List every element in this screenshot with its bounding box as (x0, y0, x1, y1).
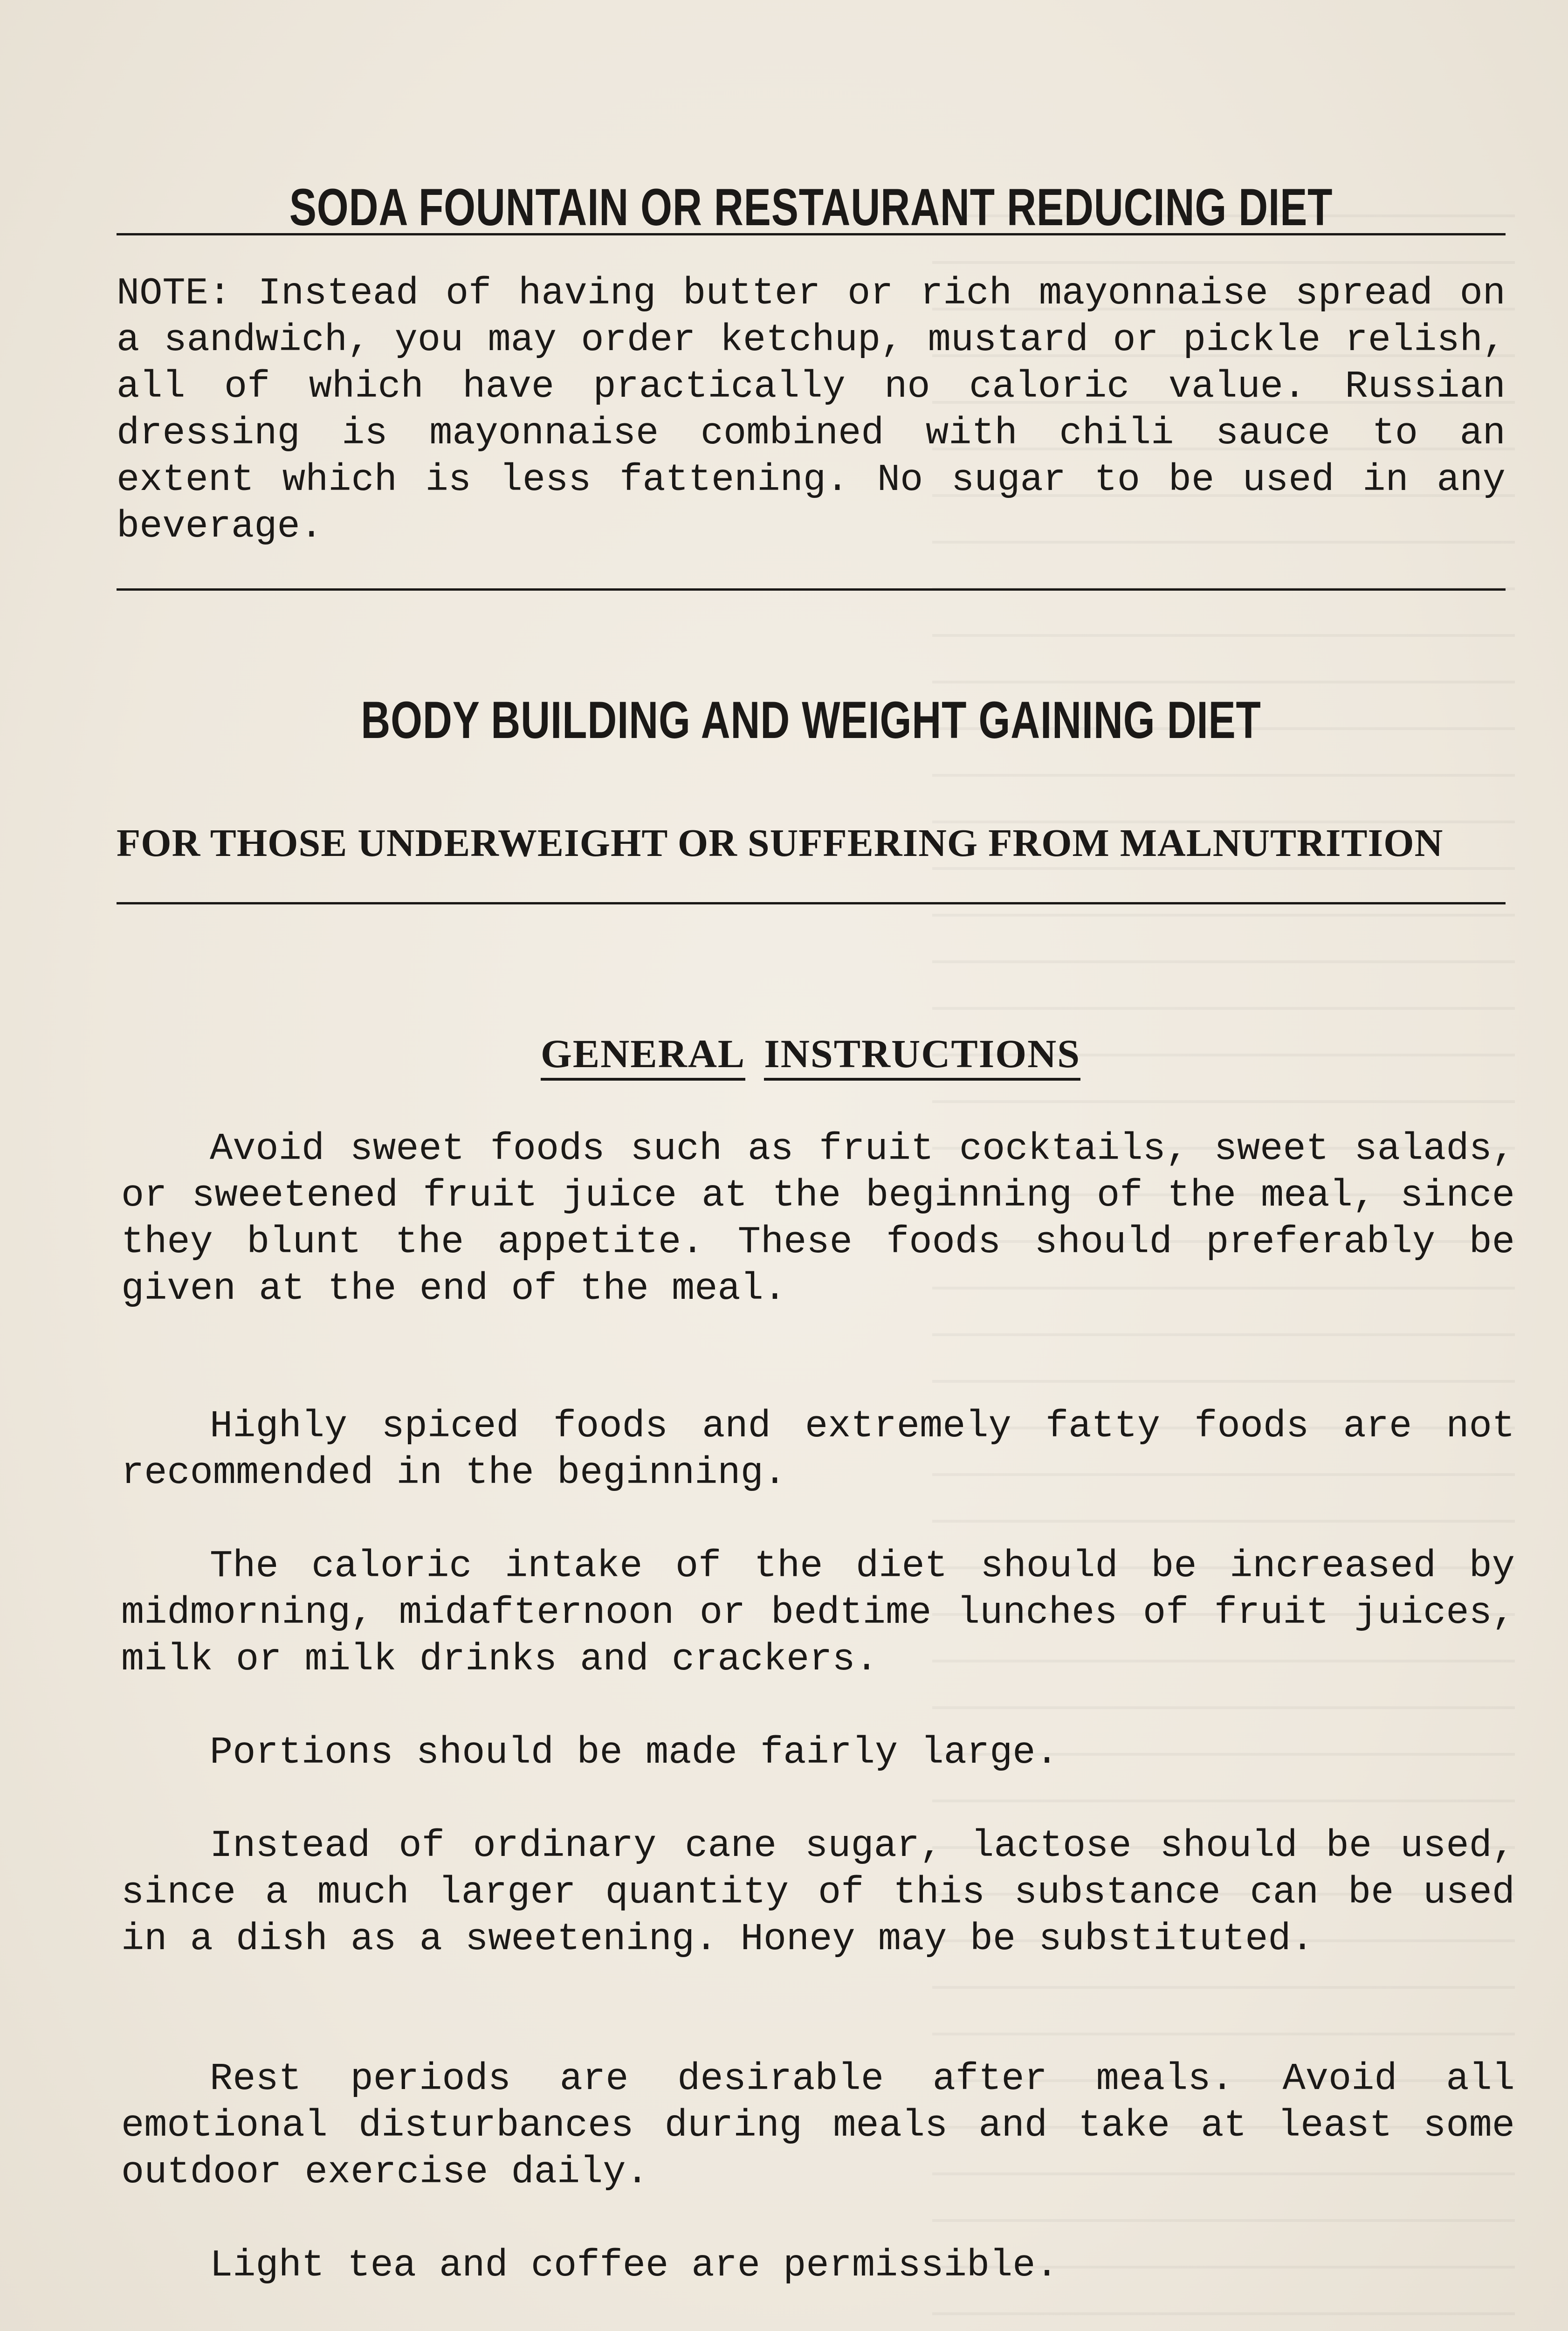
instruction-paragraph: Portions should be made fairly large. (210, 1731, 1059, 1774)
reducing-diet-title: SODA FOUNTAIN OR RESTAURANT REDUCING DIET (289, 178, 1333, 236)
note-paragraph: NOTE: Instead of having butter or rich mayonnaise spread on a sandwich, you may order ketchup, mustard or pickle relish, all of which have practically no caloric value. Russian dressing is mayonnaise combined with chili sauce to an extent which is less fattening. No sugar to be used in any beverage. (117, 272, 1529, 548)
instruction-paragraph: Light tea and coffee are permissible. (210, 2244, 1059, 2287)
heading-word-general: GENERAL (541, 1031, 745, 1081)
general-instructions-heading (541, 1030, 1080, 1077)
section-divider (117, 588, 1506, 591)
instruction-paragraph: Instead of ordinary cane sugar, lactose should be used, since a much larger quantity of this substance can be used in a dish as a sweetening. Honey may be substituted. (121, 1824, 1515, 1961)
instruction-paragraph: Avoid sweet foods such as fruit cocktails, sweet salads, or sweetened fruit juice at the beginning of the meal, since they blunt the appetite. These foods should preferably be given at the end of the meal. (121, 1127, 1515, 1310)
body-building-title: BODY BUILDING AND WEIGHT GAINING DIET (361, 691, 1261, 749)
title-rule-top (117, 233, 1506, 235)
underweight-subtitle: FOR THOSE UNDERWEIGHT OR SUFFERING FROM MALNUTRITION (117, 821, 1444, 865)
heading-word-instructions: INSTRUCTIONS (764, 1031, 1080, 1081)
instruction-paragraph: Highly spiced foods and extremely fatty foods are not recommended in the beginning. (121, 1405, 1515, 1495)
instruction-paragraph: Rest periods are desirable after meals. Avoid all emotional disturbances during meals and take at least some outdoor exercise daily. (121, 2057, 1515, 2194)
subtitle-rule (117, 902, 1506, 904)
instruction-paragraph: The caloric intake of the diet should be increased by midmorning, midafternoon or bedtime lunches of fruit juices, milk or milk drinks and crackers. (121, 1545, 1515, 1681)
